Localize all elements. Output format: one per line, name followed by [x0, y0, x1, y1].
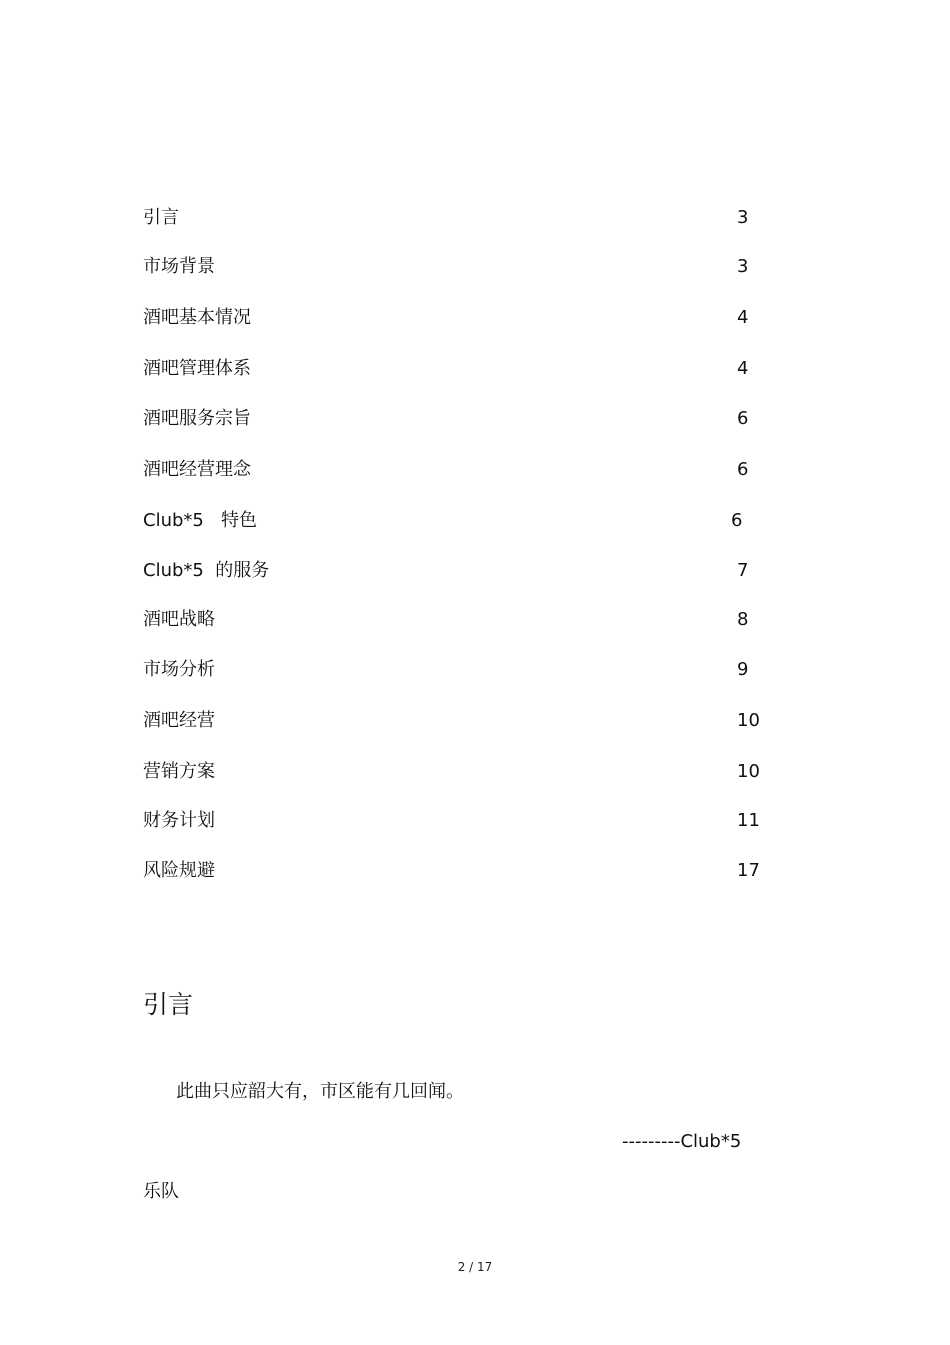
- toc-entry[interactable]: [143, 356, 763, 382]
- toc-entry-page: 6: [731, 510, 743, 531]
- toc-entry-page: 3: [737, 207, 749, 228]
- toc-entry-title: 营销方案: [143, 761, 215, 782]
- toc-entry-page: 10: [737, 710, 760, 731]
- body-paragraph: 此曲只应韶大有，市区能有几回闻。: [176, 1081, 464, 1102]
- toc-entry-title: 酒吧经营: [143, 710, 215, 731]
- toc-entry-title: 酒吧服务宗旨: [143, 408, 251, 429]
- toc-entry-page: 11: [737, 810, 760, 831]
- toc-entry-title: Club*5 的服务: [143, 560, 270, 581]
- section-heading: 引言: [143, 990, 194, 1019]
- toc-entry[interactable]: [143, 457, 763, 483]
- toc-entry[interactable]: [143, 406, 763, 432]
- toc-entry-page: 4: [737, 307, 749, 328]
- toc-entry-page: 4: [737, 358, 749, 379]
- toc-entry-page: 3: [737, 256, 749, 277]
- toc-entry-page: 9: [737, 659, 749, 680]
- toc-entry-page: 8: [737, 609, 749, 630]
- toc-entry[interactable]: [143, 607, 763, 633]
- toc-entry-title: 酒吧基本情况: [143, 307, 251, 328]
- toc-entry-page: 10: [737, 761, 760, 782]
- toc-entry-title: 引言: [143, 207, 179, 228]
- toc-entry-title: 酒吧管理体系: [143, 358, 251, 379]
- attribution-continuation: 乐队: [143, 1181, 179, 1202]
- page-indicator: 2 / 17: [457, 1260, 493, 1274]
- toc-entry-page: 17: [737, 860, 760, 881]
- toc-entry-title: 市场分析: [143, 659, 215, 680]
- toc-entry[interactable]: [143, 305, 763, 331]
- toc-entry-title: 市场背景: [143, 256, 215, 277]
- toc-entry[interactable]: [143, 708, 763, 734]
- toc-entry-page: 7: [737, 560, 749, 581]
- toc-entry[interactable]: [143, 254, 763, 280]
- toc-entry-page: 6: [737, 408, 749, 429]
- toc-entry-title: 酒吧经营理念: [143, 459, 251, 480]
- toc-entry-title: Club*5 特色: [143, 510, 258, 531]
- toc-entry-title: 风险规避: [143, 860, 215, 881]
- toc-entry[interactable]: [143, 205, 763, 231]
- toc-entry[interactable]: [143, 858, 763, 884]
- toc-entry-page: 6: [737, 459, 749, 480]
- attribution: ---------Club*5: [622, 1131, 742, 1152]
- toc-entry[interactable]: [143, 808, 763, 834]
- toc-entry[interactable]: [143, 558, 763, 584]
- toc-entry[interactable]: [143, 657, 763, 683]
- toc-entry[interactable]: [143, 759, 763, 785]
- toc-entry[interactable]: [143, 508, 763, 534]
- toc-entry-title: 财务计划: [143, 810, 215, 831]
- toc-entry-title: 酒吧战略: [143, 609, 215, 630]
